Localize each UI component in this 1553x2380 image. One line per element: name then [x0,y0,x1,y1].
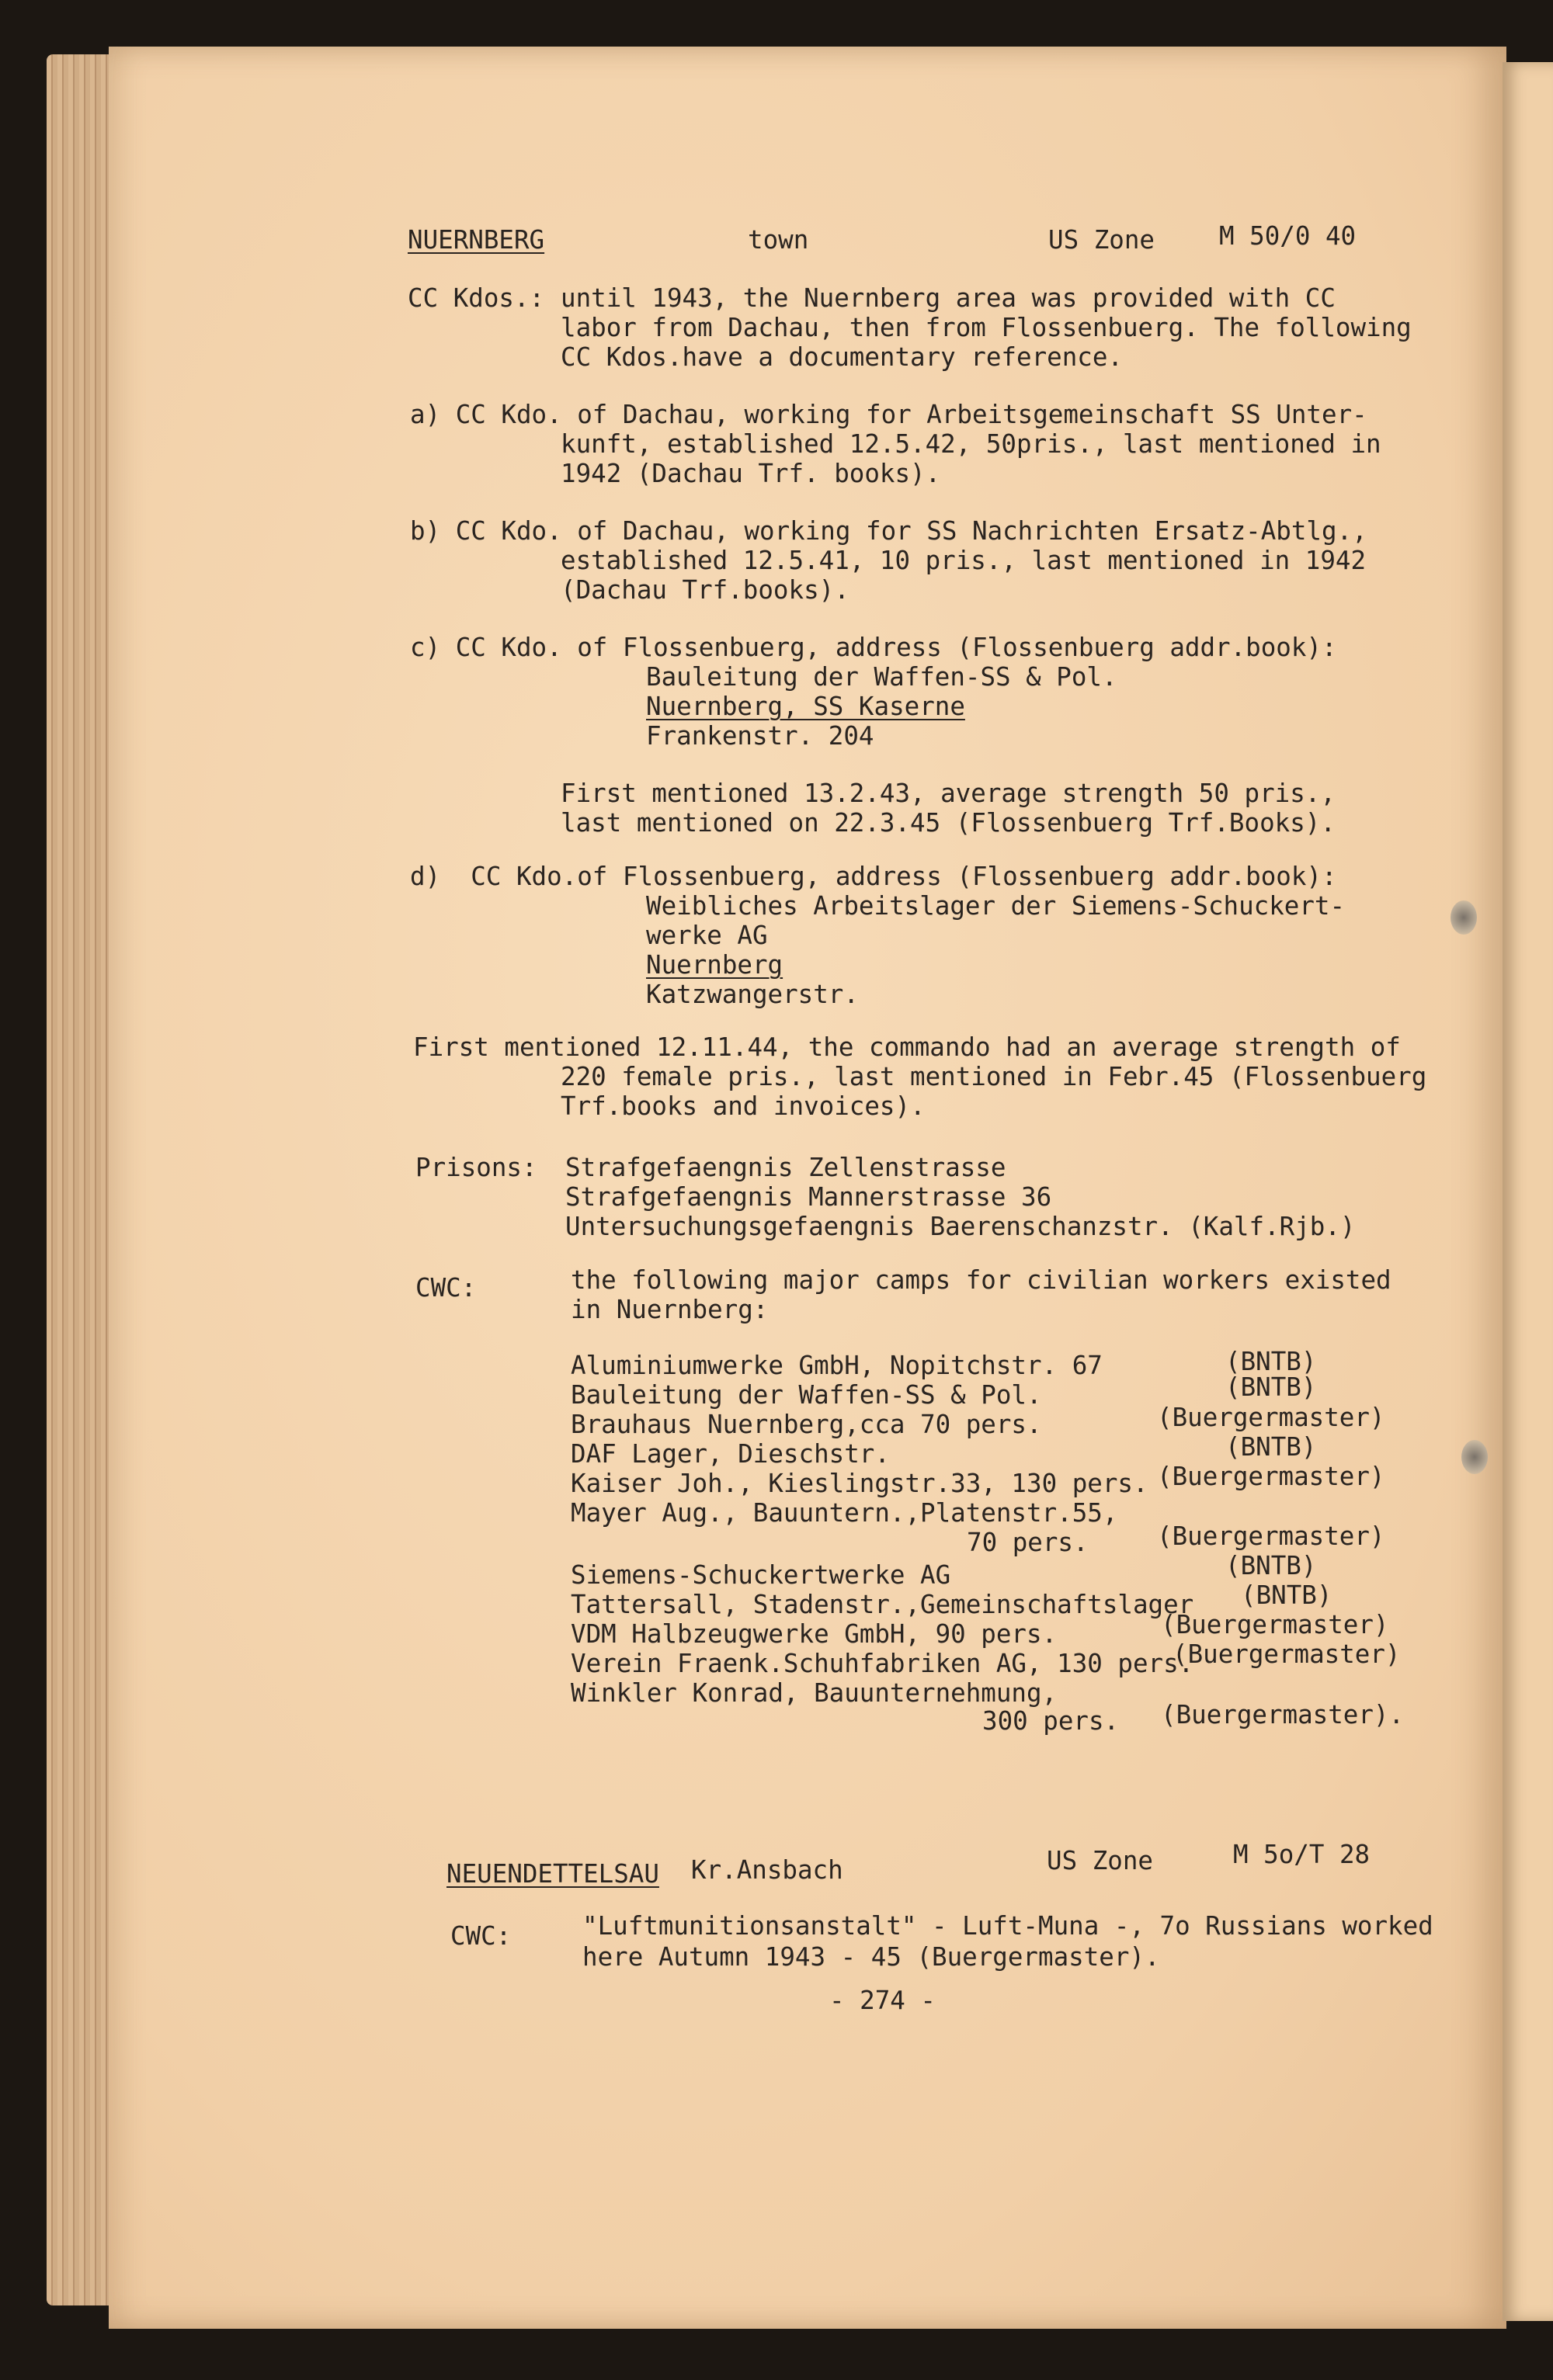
camp-name: Mayer Aug., Bauuntern.,Platenstr.55, [571,1498,1118,1528]
camp-name: 70 pers. [967,1528,1089,1557]
section-label: CWC: [415,1273,477,1303]
address-line: Bauleitung der Waffen-SS & Pol. [646,662,1117,692]
text-line: last mentioned on 22.3.45 (Flossenbuerg Trf.Books). [561,808,1336,838]
place-type: town [748,225,809,255]
place-name: NEUENDETTELSAU [446,1859,659,1889]
place-type: Kr.Ansbach [691,1855,843,1885]
camp-name: Siemens-Schuckertwerke AG [571,1560,951,1590]
text-line: First mentioned 12.11.44, the commando had an average strength of [413,1032,1401,1062]
binding-hole [1461,1440,1488,1474]
text-line: the following major camps for civilian workers existed [571,1265,1391,1295]
address-line: Nuernberg [646,950,783,980]
map-code: M 5o/T 28 [1233,1840,1371,1869]
camp-source: (BNTB) [1225,1551,1317,1580]
section-label: CWC: [450,1921,512,1951]
text-line: kunft, established 12.5.42, 50pris., last mentioned in [561,429,1381,459]
text-line: (Dachau Trf.books). [561,575,849,605]
section-label: CC Kdos.: [408,283,545,313]
camp-source: (BNTB) [1225,1432,1317,1462]
address-line: werke AG [646,921,768,950]
place-name: NUERNBERG [408,225,545,255]
text-line: Trf.books and invoices). [561,1091,926,1121]
camp-name: DAF Lager, Dieschstr. [571,1439,890,1469]
camp-source: (Buergermaster) [1157,1521,1385,1551]
camp-name: Kaiser Joh., Kieslingstr.33, 130 pers. [571,1469,1148,1498]
prison-line: Untersuchungsgefaengnis Baerenschanzstr. (Kalf.Rjb.) [565,1212,1356,1241]
text-line: here Autumn 1943 - 45 (Buergermaster). [582,1942,1160,1972]
text-line: CC Kdos.have a documentary reference. [561,342,1123,372]
text-line: in Nuernberg: [571,1295,769,1324]
map-code: M 50/0 40 [1219,221,1357,251]
text-line: a) CC Kdo. of Dachau, working for Arbeitsgemeinschaft SS Unter- [410,400,1367,429]
address-line: Nuernberg, SS Kaserne [646,692,965,721]
binding-hole [1451,900,1477,935]
text-line: c) CC Kdo. of Flossenbuerg, address (Flossenbuerg addr.book): [410,633,1337,662]
camp-source: (BNTB) [1241,1580,1332,1610]
camp-name: 300 pers. [982,1706,1120,1736]
camp-source: (Buergermaster) [1157,1462,1385,1491]
camp-name: Bauleitung der Waffen-SS & Pol. [571,1380,1042,1410]
text-line: until 1943, the Nuernberg area was provided with CC [561,283,1336,313]
camp-name: VDM Halbzeugwerke GmbH, 90 pers. [571,1619,1058,1649]
text-line: 220 female pris., last mentioned in Febr.45 (Flossenbuerg [561,1062,1427,1091]
camp-source: (Buergermaster) [1161,1610,1389,1639]
camp-name: Tattersall, Stadenstr.,Gemeinschaftslager [571,1590,1194,1619]
text-line: established 12.5.41, 10 pris., last mentioned in 1942 [561,546,1367,575]
text-line: "Luftmunitionsanstalt" - Luft-Muna -, 7o Russians worked [582,1911,1433,1941]
camp-source: (BNTB) [1225,1347,1317,1376]
zone: US Zone [1047,1846,1153,1875]
text-line: First mentioned 13.2.43, average strength 50 pris., [561,779,1336,808]
camp-source: (BNTB) [1225,1372,1317,1402]
text-line: d) CC Kdo.of Flossenbuerg, address (Flossenbuerg addr.book): [410,862,1337,891]
text-line: 1942 (Dachau Trf. books). [561,459,941,488]
camp-source: (Buergermaster) [1173,1639,1401,1669]
camp-source: (Buergermaster) [1157,1403,1385,1432]
camp-name: Brauhaus Nuernberg,cca 70 pers. [571,1410,1042,1439]
page-number: - 274 - [829,1986,936,2015]
text-line: b) CC Kdo. of Dachau, working for SS Nachrichten Ersatz-Abtlg., [410,516,1367,546]
camp-name: Verein Fraenk.Schuhfabriken AG, 130 pers. [571,1649,1194,1678]
camp-name: Aluminiumwerke GmbH, Nopitchstr. 67 [571,1351,1103,1380]
address-line: Katzwangerstr. [646,980,859,1009]
zone: US Zone [1048,225,1155,255]
prison-line: Strafgefaengnis Mannerstrasse 36 [565,1182,1052,1212]
camp-source: (Buergermaster). [1161,1700,1405,1729]
prison-line: Strafgefaengnis Zellenstrasse [565,1153,1006,1182]
address-line: Frankenstr. 204 [646,721,874,751]
facing-page-edge [1503,62,1553,2321]
camp-name: Winkler Konrad, Bauunternehmung, [571,1678,1058,1708]
text-line: labor from Dachau, then from Flossenbuerg. The following [561,313,1412,342]
section-label: Prisons: [415,1153,537,1182]
address-line: Weibliches Arbeitslager der Siemens-Schuckert- [646,891,1346,921]
